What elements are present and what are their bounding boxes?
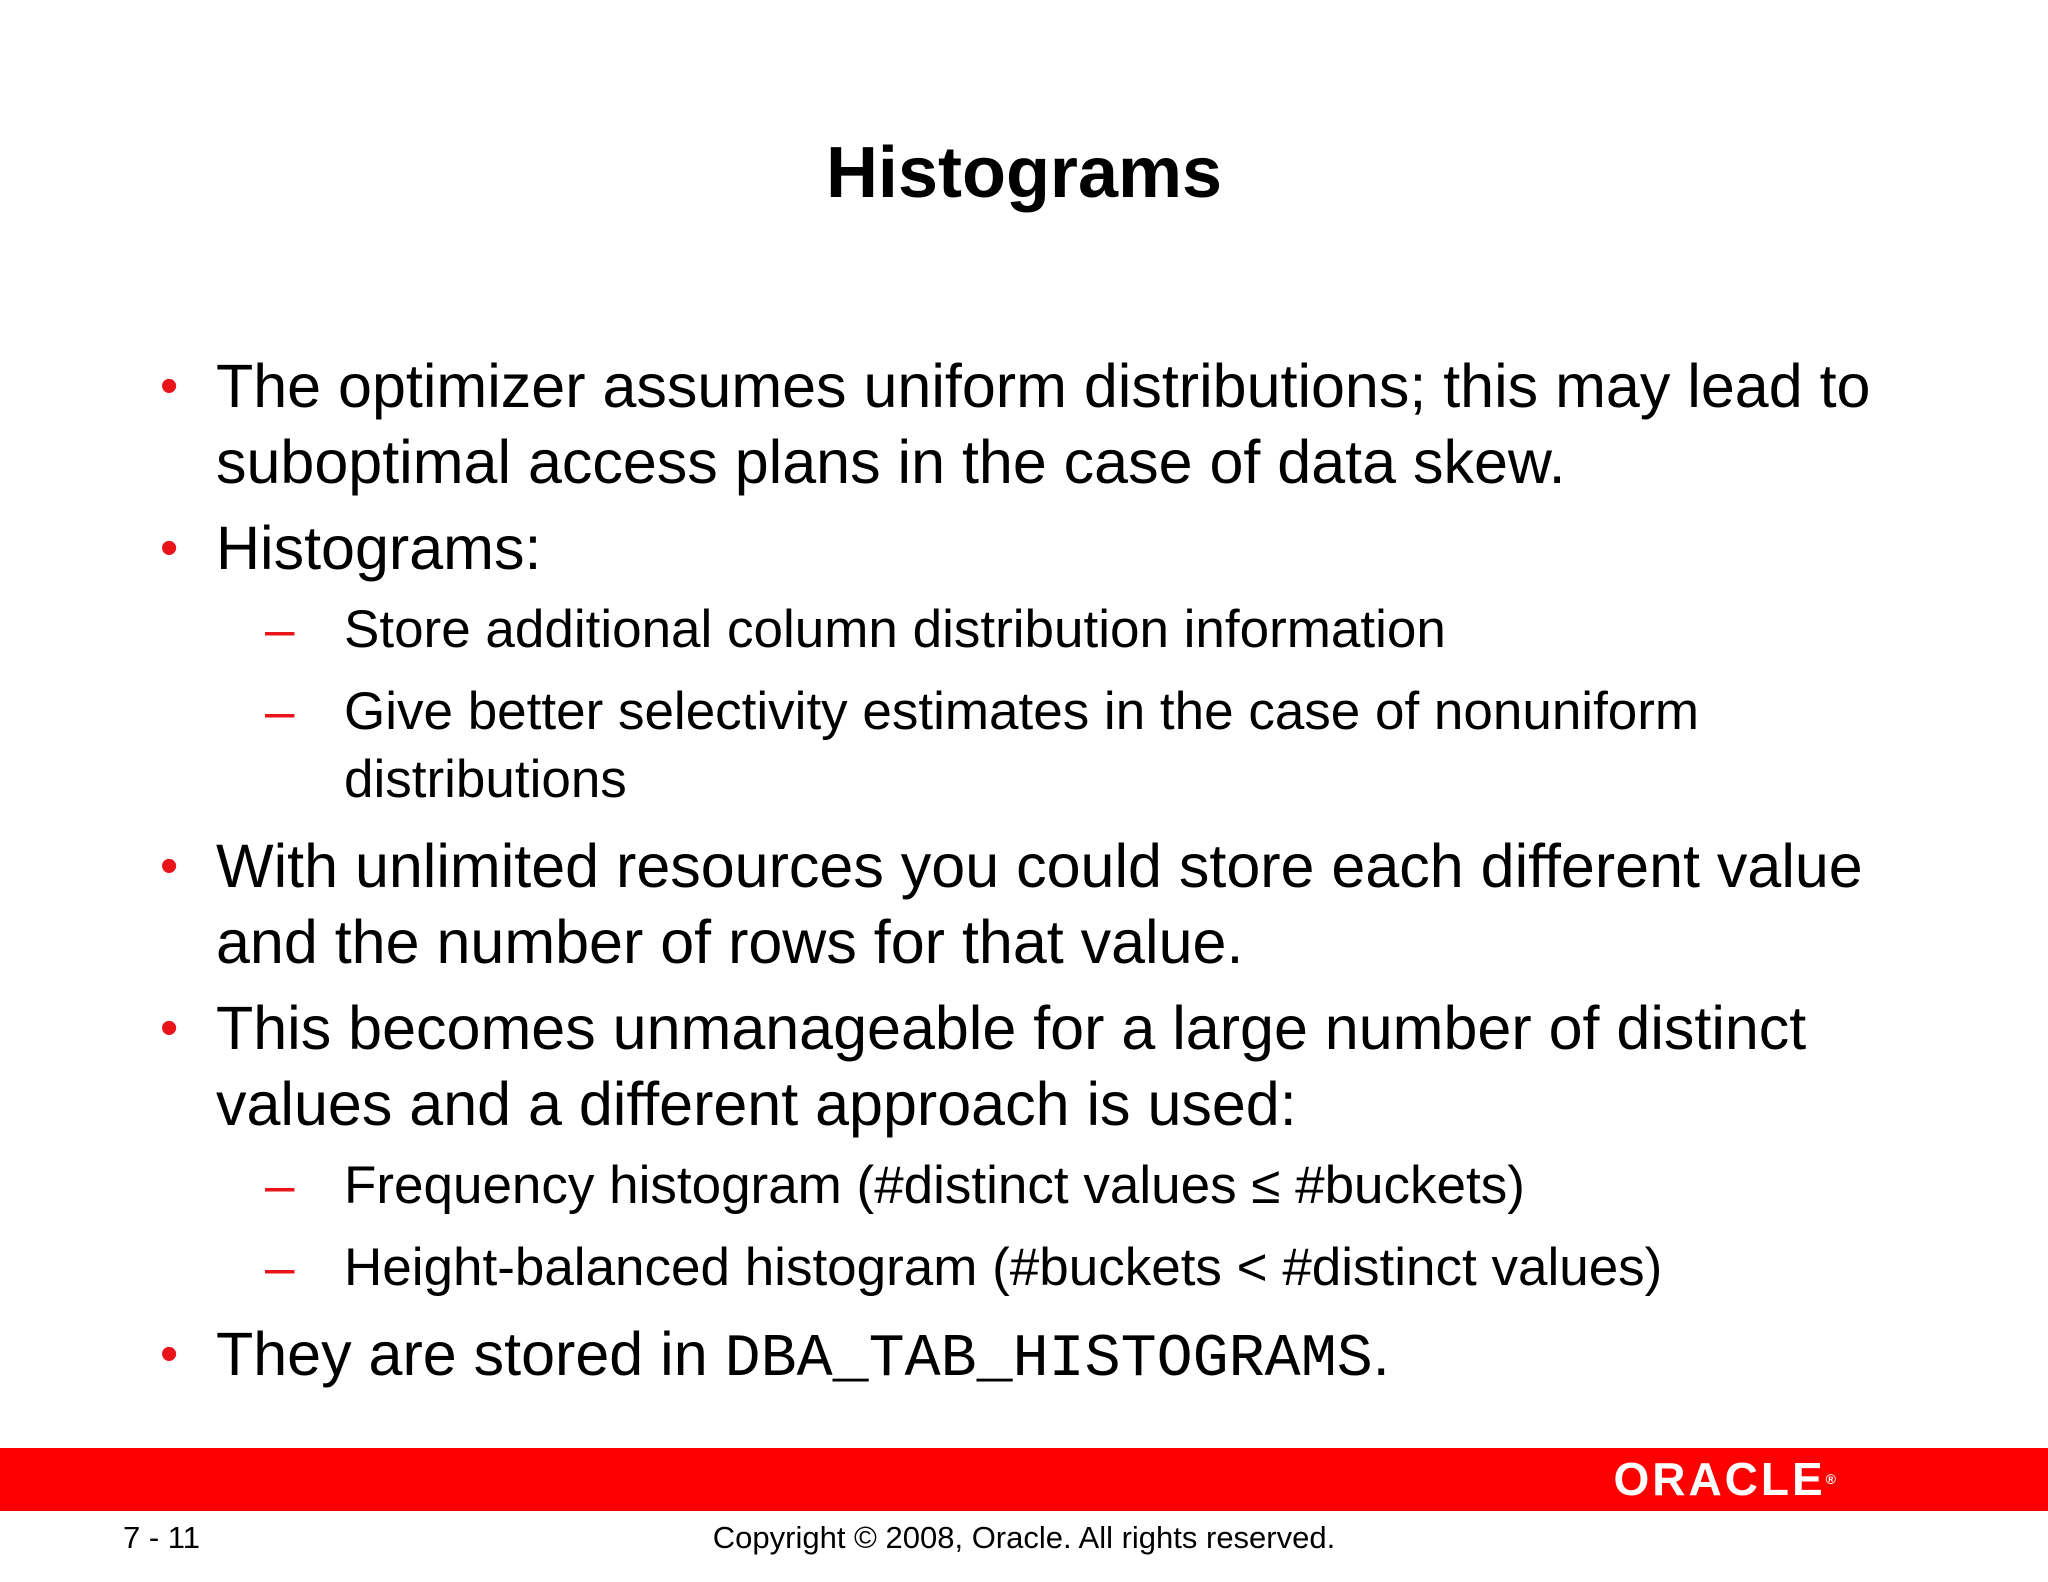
bullet-text-after: . (1372, 1320, 1390, 1388)
oracle-logo-text: ORACLE (1613, 1453, 1826, 1505)
page-number: 7 - 11 (123, 1520, 200, 1555)
sub-bullet-text: Height-balanced histogram (#buckets < #distinct values) (344, 1238, 1663, 1297)
bullet-text: With unlimited resources you could store each different value and the number of rows for that value. (216, 832, 1863, 976)
sub-bullet-item (160, 1234, 1900, 1302)
sub-bullet-item (160, 678, 1900, 814)
bullet-text: The optimizer assumes uniform distributions; this may lead to suboptimal access plans in the case of data skew. (216, 352, 1871, 496)
sub-bullet-item (160, 1152, 1900, 1220)
sub-bullet-marker: – (265, 1238, 295, 1297)
bullet-marker: • (160, 999, 179, 1057)
sub-bullet-text: Store additional column distribution information (344, 600, 1446, 659)
sub-bullet-text: Frequency histogram (#distinct values ≤ #buckets) (344, 1156, 1525, 1215)
slide-title: Histograms (825, 133, 1223, 213)
footer-red-bar (0, 1448, 2048, 1511)
bullet-marker: • (160, 519, 179, 577)
bullet-item (160, 1316, 1900, 1398)
oracle-logo (1613, 1454, 1836, 1504)
oracle-logo-registered: ® (1825, 1471, 1836, 1487)
sub-bullet-marker: – (265, 1156, 295, 1215)
sub-bullet-text: Give better selectivity estimates in the case of nonuniform distributions (344, 682, 1700, 809)
bullet-item (160, 510, 1900, 586)
bullet-text-before: They are stored in (216, 1320, 725, 1388)
bullet-item (160, 348, 1900, 500)
bullet-marker: • (160, 1325, 179, 1383)
bullet-marker: • (160, 837, 179, 895)
bullet-text: Histograms: (216, 514, 542, 582)
copyright-notice: Copyright © 2008, Oracle. All rights reserved. (712, 1520, 1336, 1555)
sub-bullet-item (160, 596, 1900, 664)
bullet-text: This becomes unmanageable for a large number of distinct values and a different approach is used: (216, 994, 1807, 1138)
bullet-code: DBA_TAB_HISTOGRAMS (724, 1326, 1373, 1394)
bullet-marker: • (160, 357, 179, 415)
bullet-item (160, 828, 1900, 980)
sub-bullet-marker: – (265, 682, 295, 741)
slide-content (160, 348, 1900, 1408)
bullet-item (160, 990, 1900, 1142)
sub-bullet-marker: – (265, 600, 295, 659)
